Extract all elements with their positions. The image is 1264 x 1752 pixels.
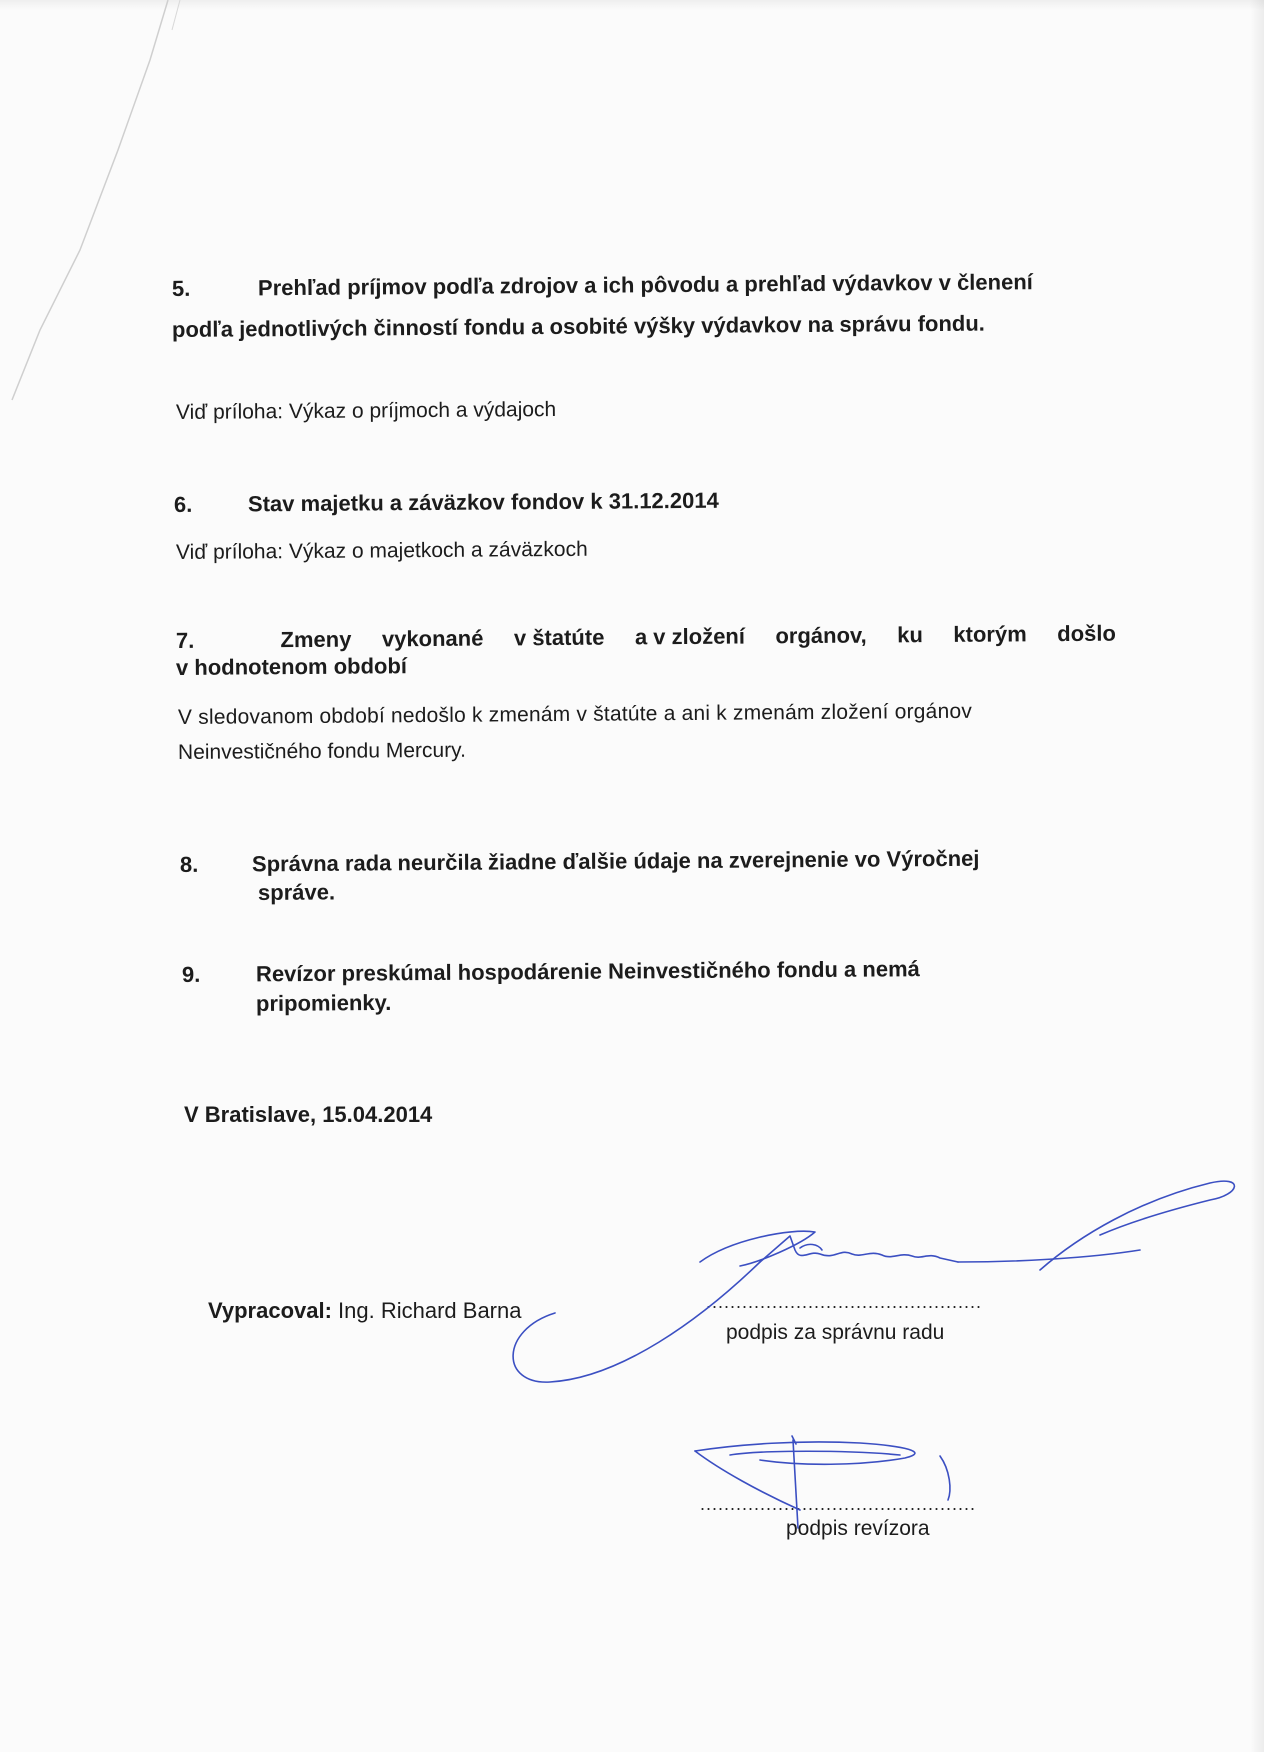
- heading-word: Zmeny: [280, 626, 352, 653]
- place-date: V Bratislave, 15.04.2014: [184, 1102, 433, 1127]
- section-8-heading-line2: správe.: [257, 879, 336, 905]
- section-5-heading-line2: podľa jednotlivých činností fondu a osobité výšky výdavkov na správu fondu.: [171, 310, 985, 342]
- section-heading-text: Prehľad príjmov podľa zdrojov a ich pôvodu a prehľad výdavkov v členení: [257, 269, 1033, 301]
- section-heading-text: Revízor preskúmal hospodárenie Neinvestičného fondu a nemá: [255, 956, 920, 987]
- section-7-body-line1: V sledovanom období nedošlo k zmenám v štatúte a ani k zmenám zložení orgánov: [177, 699, 973, 729]
- section-9-heading-line2: pripomienky.: [255, 989, 392, 1016]
- signature-caption-auditor: podpis revízora: [786, 1517, 930, 1540]
- prepared-by-label: Vypracoval:: [208, 1298, 332, 1323]
- heading-word: orgánov,: [775, 622, 867, 649]
- section-number: 5.: [171, 275, 191, 301]
- section-5-body: Viď príloha: Výkaz o príjmoch a výdajoch: [175, 398, 557, 424]
- section-number: 9.: [181, 961, 201, 987]
- section-number: 8.: [179, 851, 199, 877]
- section-7-body-line2: Neinvestičného fondu Mercury.: [177, 738, 466, 764]
- signature-caption-board: podpis za správnu radu: [726, 1321, 945, 1344]
- heading-word: ku: [897, 622, 923, 648]
- section-6-body: Viď príloha: Výkaz o majetkoch a záväzkoch: [175, 537, 588, 564]
- section-7-heading-line2: v hodnotenom období: [175, 653, 408, 680]
- signature-line-auditor: ..............................................: [700, 1494, 977, 1514]
- heading-word: v štatúte: [513, 624, 605, 651]
- signature-line-board: ..............................................: [706, 1292, 983, 1312]
- heading-word: a v zložení: [634, 623, 746, 650]
- section-number: 6.: [173, 491, 193, 517]
- section-heading-text: Správna rada neurčila žiadne ďalšie údaje na zverejnenie vo Výročnej: [251, 845, 980, 877]
- heading-word: vykonané: [381, 625, 484, 652]
- prepared-by-name: Ing. Richard Barna: [338, 1298, 522, 1323]
- section-heading-text: Stav majetku a záväzkov fondov k 31.12.2014: [247, 487, 719, 517]
- heading-word: ktorým: [953, 621, 1027, 647]
- heading-word: došlo: [1057, 620, 1117, 647]
- section-number: 7.: [175, 627, 195, 653]
